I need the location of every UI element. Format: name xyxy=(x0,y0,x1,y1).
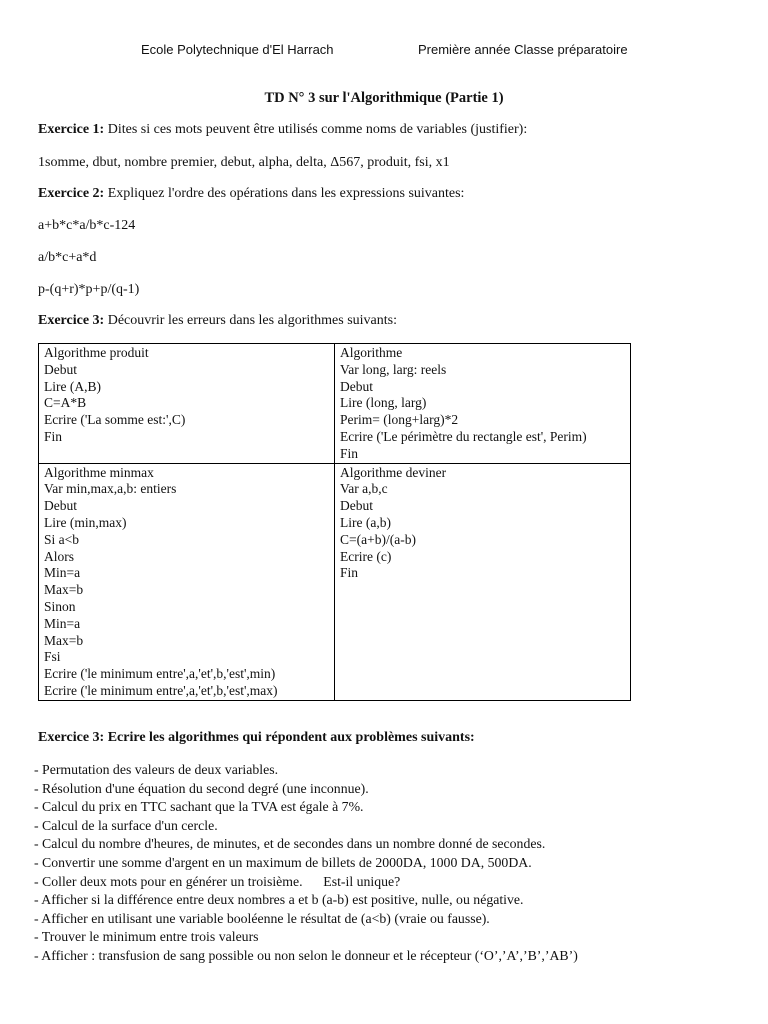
code-line: Algorithme xyxy=(340,345,403,360)
code-line: Var long, larg: reels xyxy=(340,361,447,377)
code-line: Algorithme minmax xyxy=(44,464,154,480)
code-line: Si a<b xyxy=(44,531,79,547)
exercise-3-label: Exercice 3: xyxy=(38,313,105,328)
exercise-1-label: Exercice 1: xyxy=(38,122,105,137)
expression-2: a/b*c+a*d xyxy=(38,250,97,265)
algorithm-perimeter-cell xyxy=(335,344,631,464)
algorithm-minmax-cell xyxy=(39,463,335,700)
algorithm-deviner-cell xyxy=(335,463,631,700)
list-item: - Calcul du nombre d'heures, de minutes, et de secondes dans un nombre donné de secondes. xyxy=(34,836,546,852)
code-line: C=(a+b)/(a-b) xyxy=(340,531,416,547)
exercise-2-label: Exercice 2: xyxy=(38,186,105,201)
code-line: Fin xyxy=(340,445,359,461)
table-row xyxy=(39,344,631,464)
exercise-1-text: Dites si ces mots peuvent être utilisés comme noms de variables (justifier): xyxy=(104,122,528,137)
page-title: TD N° 3 sur l'Algorithmique (Partie 1) xyxy=(264,90,504,106)
code-line: Sinon xyxy=(44,598,76,614)
list-item: - Afficher : transfusion de sang possible ou non selon le donneur et le récepteur (‘O’,’A’,’B’,’AB’) xyxy=(34,947,578,963)
list-item: - Afficher si la différence entre deux nombres a et b (a-b) est positive, nulle, ou négative. xyxy=(34,892,524,908)
algorithms-table xyxy=(38,343,631,701)
code-line: Max=b xyxy=(44,582,84,598)
list-item: - Coller deux mots pour en générer un troisième. Est-il unique? xyxy=(34,873,401,889)
header-school: Ecole Polytechnique d'El Harrach xyxy=(141,42,334,57)
code-line: Fin xyxy=(44,428,63,444)
code-line: Ecrire (c) xyxy=(340,548,392,564)
code-line: Lire (a,b) xyxy=(340,514,391,530)
code-line: Ecrire ('le minimum entre',a,'et',b,'est',min) xyxy=(44,666,276,682)
code-line: Ecrire ('Le périmètre du rectangle est', Perim) xyxy=(340,428,587,444)
code-line: Min=a xyxy=(44,565,81,581)
code-line: Perim= (long+larg)*2 xyxy=(340,412,459,428)
exercise-2-text: Expliquez l'ordre des opérations dans les expressions suivantes: xyxy=(104,186,465,201)
code-line: Lire (long, larg) xyxy=(340,395,427,411)
code-line: Var a,b,c xyxy=(340,481,388,497)
header-year: Première année Classe préparatoire xyxy=(418,42,628,57)
exercise-1-words: 1somme, dbut, nombre premier, debut, alpha, delta, Δ567, produit, fsi, x1 xyxy=(38,155,450,170)
code-line: Ecrire ('le minimum entre',a,'et',b,'est',max) xyxy=(44,682,278,698)
code-line: Fsi xyxy=(44,649,61,665)
code-line: Var min,max,a,b: entiers xyxy=(44,481,177,497)
exercise-3-statement xyxy=(38,313,397,329)
expression-1: a+b*c*a/b*c-124 xyxy=(38,218,136,233)
exercise-3-text: Découvrir les erreurs dans les algorithmes suivants: xyxy=(104,313,397,328)
code-line: Alors xyxy=(44,548,74,564)
code-line: Debut xyxy=(44,361,77,377)
table-row xyxy=(39,463,631,700)
list-item: - Calcul de la surface d'un cercle. xyxy=(34,817,218,833)
expression-3: p-(q+r)*p+p/(q-1) xyxy=(38,282,140,297)
code-line: Lire (A,B) xyxy=(44,378,101,394)
algorithm-produit-cell xyxy=(39,344,335,464)
code-line: Debut xyxy=(340,378,373,394)
exercise-2-statement xyxy=(38,186,464,202)
code-line: Min=a xyxy=(44,615,81,631)
code-line: Debut xyxy=(340,498,373,514)
code-line: Lire (min,max) xyxy=(44,514,127,530)
list-item: - Convertir une somme d'argent en un maximum de billets de 2000DA, 1000 DA, 500DA. xyxy=(34,854,532,870)
problems-list xyxy=(34,761,578,966)
exercise-4-heading: Exercice 3: Ecrire les algorithmes qui répondent aux problèmes suivants: xyxy=(38,730,475,745)
code-line: Algorithme deviner xyxy=(340,464,447,480)
code-line: Ecrire ('La somme est:',C) xyxy=(44,412,186,428)
list-item: - Résolution d'une équation du second degré (une inconnue). xyxy=(34,780,369,796)
code-line: Fin xyxy=(340,565,359,581)
exercise-1-statement xyxy=(38,122,527,138)
list-item: - Calcul du prix en TTC sachant que la TVA est égale à 7%. xyxy=(34,799,364,815)
code-line: Debut xyxy=(44,498,77,514)
code-line: Algorithme produit xyxy=(44,345,149,360)
code-line: Max=b xyxy=(44,632,84,648)
code-line: C=A*B xyxy=(44,395,87,411)
list-item: - Permutation des valeurs de deux variables. xyxy=(34,762,279,777)
list-item: - Trouver le minimum entre trois valeurs xyxy=(34,929,259,945)
list-item: - Afficher en utilisant une variable booléenne le résultat de (a<b) (vraie ou fausse). xyxy=(34,910,490,926)
